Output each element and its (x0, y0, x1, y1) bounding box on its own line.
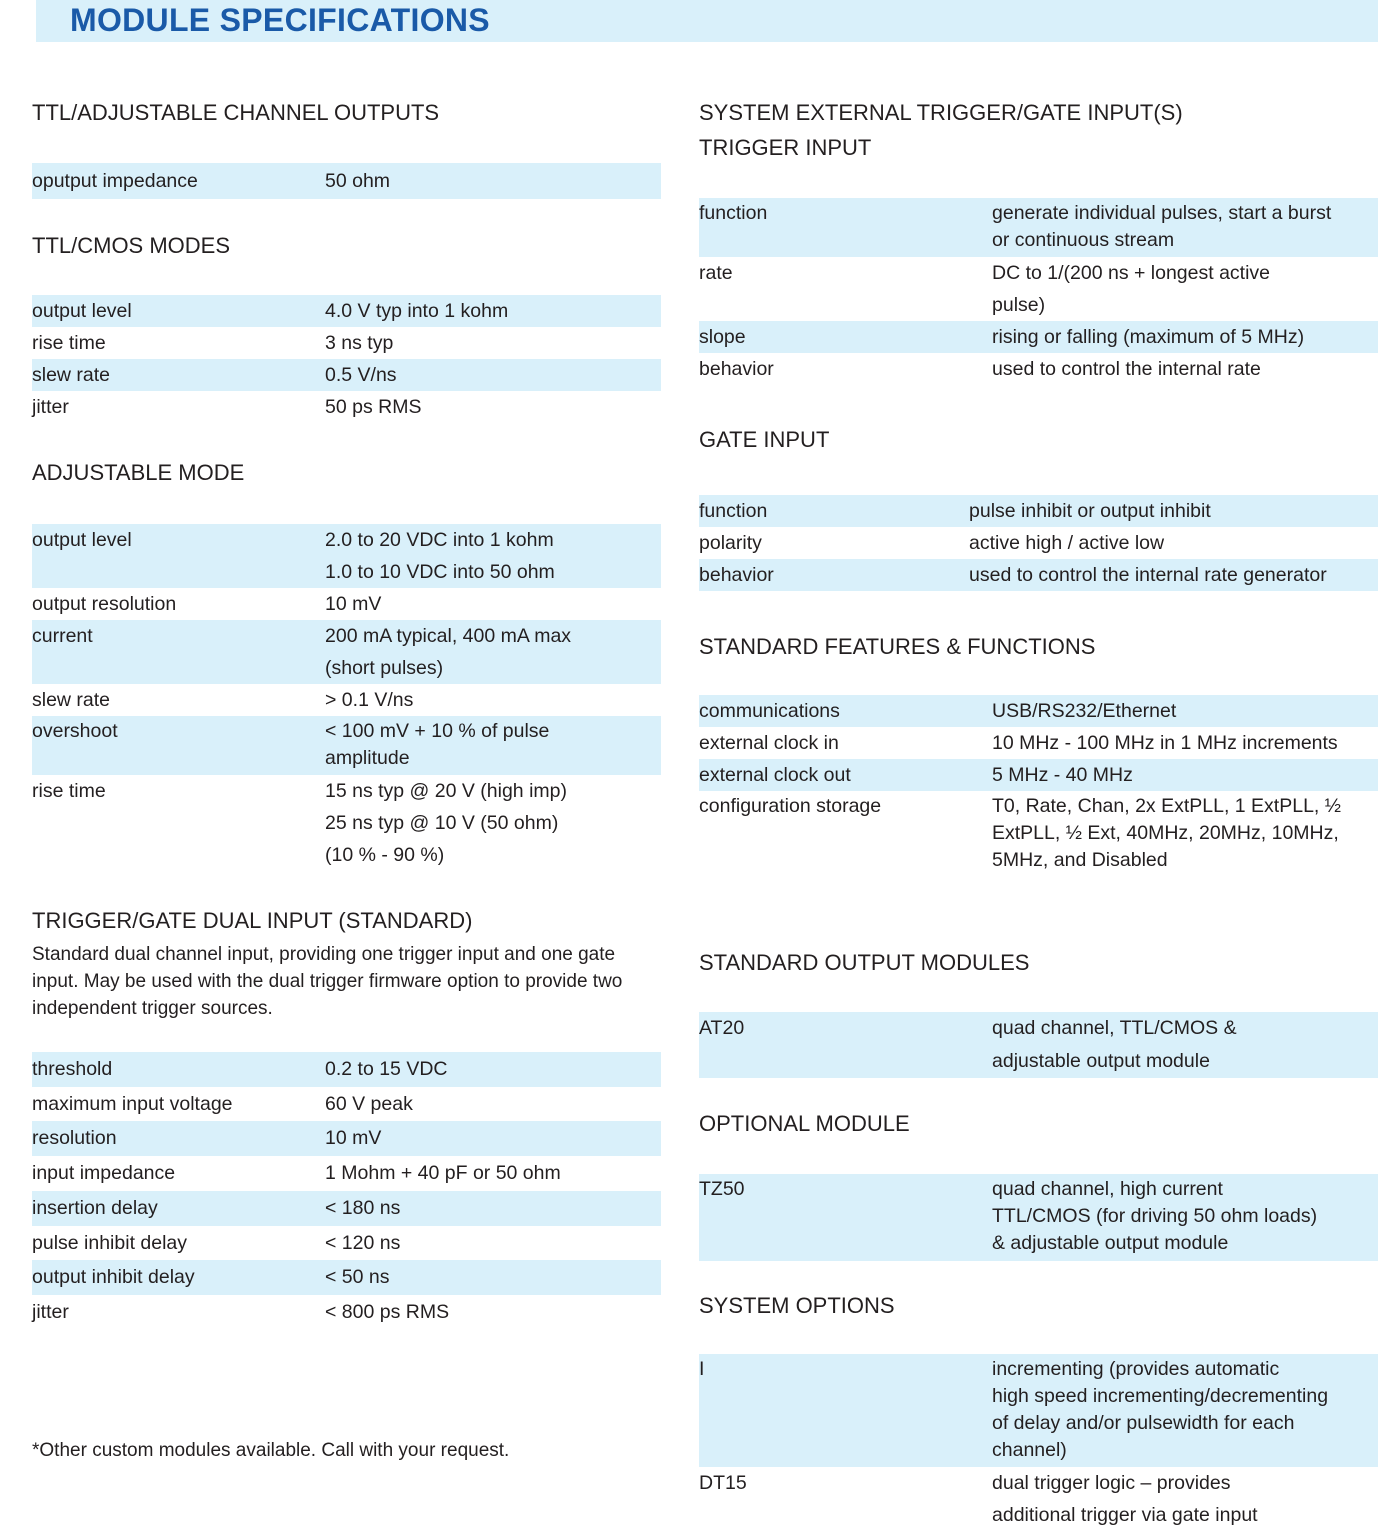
spec-value-line: < 100 mV + 10 % of pulse (325, 720, 550, 742)
spec-row (32, 295, 661, 327)
spec-value-line: 3 ns typ (325, 332, 394, 354)
spec-value (325, 588, 661, 620)
spec-value (325, 684, 661, 716)
spec-row (699, 1012, 1378, 1078)
spec-row (32, 716, 661, 775)
spec-row (32, 588, 661, 620)
spec-value-line: or continuous stream (992, 229, 1175, 251)
spec-value (992, 1012, 1378, 1078)
spec-label: output resolution (32, 593, 177, 615)
spec-value-line: 2.0 to 20 VDC into 1 kohm (325, 529, 554, 551)
spec-row (32, 327, 661, 359)
spec-value (325, 327, 661, 359)
section-heading-ttl-adjustable: TTL/ADJUSTABLE CHANNEL OUTPUTS (32, 100, 440, 125)
spec-value-line: rising or falling (maximum of 5 MHz) (992, 326, 1305, 348)
spec-value (992, 1356, 1378, 1464)
spec-label: input impedance (32, 1162, 176, 1185)
spec-value (325, 295, 661, 327)
section-heading-standard-features: STANDARD FEATURES & FUNCTIONS (699, 634, 1096, 659)
spec-label: jitter (32, 1300, 69, 1323)
spec-label: resolution (32, 1127, 117, 1150)
spec-value-line: used to control the internal rate (992, 358, 1261, 380)
spec-value-line: T0, Rate, Chan, 2x ExtPLL, 1 ExtPLL, ½ (992, 795, 1342, 817)
page-title: MODULE SPECIFICATIONS (70, 2, 490, 38)
spec-label: threshold (32, 1058, 113, 1080)
spec-value-line: < 50 ns (325, 1266, 390, 1289)
spec-value-line: 50 ohm (325, 170, 391, 192)
spec-value (992, 257, 1378, 321)
spec-row (32, 524, 661, 588)
spec-value-line: 25 ns typ @ 10 V (50 ohm) (325, 812, 559, 834)
spec-value (325, 1087, 661, 1122)
spec-label: output level (32, 300, 132, 322)
spec-value-line: 60 V peak (325, 1092, 413, 1115)
spec-label: rise time (32, 332, 106, 354)
spec-value-line: 1.0 to 10 VDC into 50 ohm (325, 561, 555, 583)
spec-label: external clock in (699, 732, 839, 754)
spec-label: rise time (32, 780, 106, 802)
spec-label: maximum input voltage (32, 1092, 233, 1115)
spec-row (699, 759, 1378, 791)
spec-value-line: < 120 ns (325, 1231, 401, 1254)
spec-label: pulse inhibit delay (32, 1231, 188, 1254)
spec-value-line: > 0.1 V/ns (325, 689, 414, 711)
table-system-options (699, 1354, 1378, 1531)
spec-row (32, 684, 661, 716)
subheading-trigger-input: TRIGGER INPUT (699, 135, 872, 160)
spec-value (992, 1467, 1378, 1531)
spec-row (32, 163, 661, 199)
spec-value-line: < 800 ps RMS (325, 1300, 450, 1323)
spec-row (699, 198, 1378, 257)
spec-value-line: quad channel, high current (992, 1178, 1223, 1200)
spec-value-line: (short pulses) (325, 657, 444, 679)
spec-value (325, 775, 661, 871)
spec-row (32, 620, 661, 684)
spec-value-line: 10 mV (325, 593, 382, 615)
spec-row (699, 1174, 1378, 1261)
spec-label: overshoot (32, 720, 118, 742)
spec-value-line: 5 MHz - 40 MHz (992, 764, 1133, 786)
spec-value-line: TTL/CMOS (for driving 50 ohm loads) (992, 1205, 1318, 1227)
spec-label: configuration storage (699, 795, 882, 817)
spec-row (32, 1121, 661, 1156)
spec-label: AT20 (699, 1017, 745, 1039)
spec-row (699, 353, 1378, 385)
spec-value-line: additional trigger via gate input (992, 1504, 1258, 1526)
spec-value (325, 359, 661, 391)
spec-value-line: 0.2 to 15 VDC (325, 1058, 448, 1080)
spec-row (32, 359, 661, 391)
spec-value (992, 1176, 1378, 1257)
spec-row (699, 495, 1378, 527)
spec-row (699, 727, 1378, 759)
spec-row (32, 1260, 661, 1295)
spec-label: DT15 (699, 1472, 747, 1494)
table-trigger-input (699, 198, 1378, 385)
section-heading-system-trigger: SYSTEM EXTERNAL TRIGGER/GATE INPUT(S) (699, 100, 1183, 125)
spec-value (992, 727, 1378, 759)
spec-value-line: dual trigger logic – provides (992, 1472, 1231, 1494)
spec-value (992, 200, 1378, 254)
spec-value (325, 1156, 661, 1191)
spec-value (992, 695, 1378, 727)
spec-label: insertion delay (32, 1196, 158, 1219)
footnote: *Other custom modules available. Call with your request. (32, 1440, 510, 1461)
section-heading-ttl-cmos: TTL/CMOS MODES (32, 233, 231, 258)
spec-value (325, 1052, 661, 1087)
trigger-gate-description: Standard dual channel input, providing one trigger input and one gate input. May be used with the dual trigger firmware option to provide two independent trigger sources. (32, 944, 623, 1019)
spec-row (32, 1156, 661, 1191)
spec-value-line: quad channel, TTL/CMOS & (992, 1017, 1237, 1039)
spec-value (325, 391, 661, 423)
spec-value (992, 793, 1378, 874)
spec-label: behavior (699, 358, 774, 380)
spec-label: output inhibit delay (32, 1266, 195, 1289)
table-ttl-cmos (32, 295, 661, 423)
spec-row (699, 791, 1378, 877)
spec-value-line: pulse inhibit or output inhibit (969, 500, 1211, 522)
spec-value-line: 5MHz, and Disabled (992, 849, 1168, 871)
spec-label: communications (699, 700, 840, 722)
spec-value (969, 495, 1378, 527)
section-heading-system-options: SYSTEM OPTIONS (699, 1293, 895, 1318)
spec-value-line: 4.0 V typ into 1 kohm (325, 300, 509, 322)
table-optional-module (699, 1174, 1378, 1261)
spec-value (969, 527, 1378, 559)
section-heading-standard-output-modules: STANDARD OUTPUT MODULES (699, 950, 1030, 975)
spec-row (699, 321, 1378, 353)
spec-label: polarity (699, 532, 762, 554)
spec-value (325, 1260, 661, 1295)
spec-value (992, 759, 1378, 791)
section-heading-gate-input: GATE INPUT (699, 427, 830, 452)
spec-value-line: generate individual pulses, start a burst (992, 202, 1332, 224)
spec-value-line: 15 ns typ @ 20 V (high imp) (325, 780, 567, 802)
spec-value-line: 10 MHz - 100 MHz in 1 MHz increments (992, 732, 1338, 754)
spec-row (699, 1467, 1378, 1531)
spec-value-line: of delay and/or pulsewidth for each (992, 1412, 1295, 1434)
spec-row (699, 559, 1378, 591)
spec-label: oputput impedance (32, 170, 198, 192)
spec-value-line: 0.5 V/ns (325, 364, 397, 386)
spec-row (32, 1191, 661, 1226)
spec-value (325, 1226, 661, 1261)
spec-value-line: (10 % - 90 %) (325, 844, 445, 866)
spec-label: external clock out (699, 764, 851, 786)
spec-label: TZ50 (699, 1178, 745, 1200)
spec-value-line: 50 ps RMS (325, 396, 422, 418)
spec-row (699, 695, 1378, 727)
spec-value (325, 163, 661, 199)
spec-value-line: 200 mA typical, 400 mA max (325, 625, 572, 647)
spec-label: function (699, 202, 768, 224)
spec-value (325, 620, 661, 684)
spec-label: function (699, 500, 768, 522)
spec-row (32, 391, 661, 423)
spec-row (32, 1087, 661, 1122)
spec-value (992, 353, 1378, 385)
spec-value-line: adjustable output module (992, 1050, 1210, 1072)
spec-row (699, 527, 1378, 559)
spec-row (699, 257, 1378, 321)
spec-value-line: high speed incrementing/decrementing (992, 1385, 1329, 1407)
spec-label: current (32, 625, 93, 647)
spec-row (32, 1052, 661, 1087)
spec-value-line: amplitude (325, 747, 410, 769)
spec-label: jitter (32, 396, 69, 418)
spec-value-line: & adjustable output module (992, 1232, 1229, 1254)
spec-value-line: 10 mV (325, 1127, 382, 1150)
section-heading-optional-module: OPTIONAL MODULE (699, 1111, 910, 1136)
spec-label: slew rate (32, 689, 111, 711)
spec-label: behavior (699, 564, 774, 586)
spec-value-line: pulse) (992, 294, 1046, 316)
spec-label: I (699, 1358, 705, 1380)
spec-value-line: USB/RS232/Ethernet (992, 700, 1177, 722)
spec-row (32, 1295, 661, 1330)
section-heading-trigger-gate: TRIGGER/GATE DUAL INPUT (STANDARD) (32, 908, 473, 933)
spec-value-line: channel) (992, 1439, 1067, 1461)
spec-row (32, 775, 661, 871)
table-standard-features (699, 695, 1378, 877)
table-trigger-gate (32, 1052, 661, 1330)
spec-value-line: < 180 ns (325, 1196, 401, 1219)
spec-label: output level (32, 529, 132, 551)
table-standard-output-modules (699, 1012, 1378, 1078)
table-ttl-adjustable (32, 163, 661, 199)
spec-value-line: incrementing (provides automatic (992, 1358, 1280, 1380)
spec-value (992, 321, 1378, 353)
spec-value-line: 1 Mohm + 40 pF or 50 ohm (325, 1162, 561, 1185)
spec-row (32, 1226, 661, 1261)
spec-value (325, 1295, 661, 1330)
spec-value (325, 1121, 661, 1156)
spec-value (325, 524, 661, 588)
spec-value (969, 559, 1378, 591)
table-adjustable-mode (32, 524, 661, 871)
spec-label: rate (699, 262, 733, 284)
table-gate-input (699, 495, 1378, 591)
spec-label: slope (699, 326, 746, 348)
spec-value (325, 718, 661, 772)
section-heading-adjustable-mode: ADJUSTABLE MODE (32, 460, 245, 485)
spec-value-line: used to control the internal rate generator (969, 564, 1327, 586)
spec-label: slew rate (32, 364, 111, 386)
spec-value-line: DC to 1/(200 ns + longest active (992, 262, 1271, 284)
spec-value-line: ExtPLL, ½ Ext, 40MHz, 20MHz, 10MHz, (992, 822, 1339, 844)
spec-value (325, 1191, 661, 1226)
spec-value-line: active high / active low (969, 532, 1165, 554)
spec-row (699, 1354, 1378, 1467)
